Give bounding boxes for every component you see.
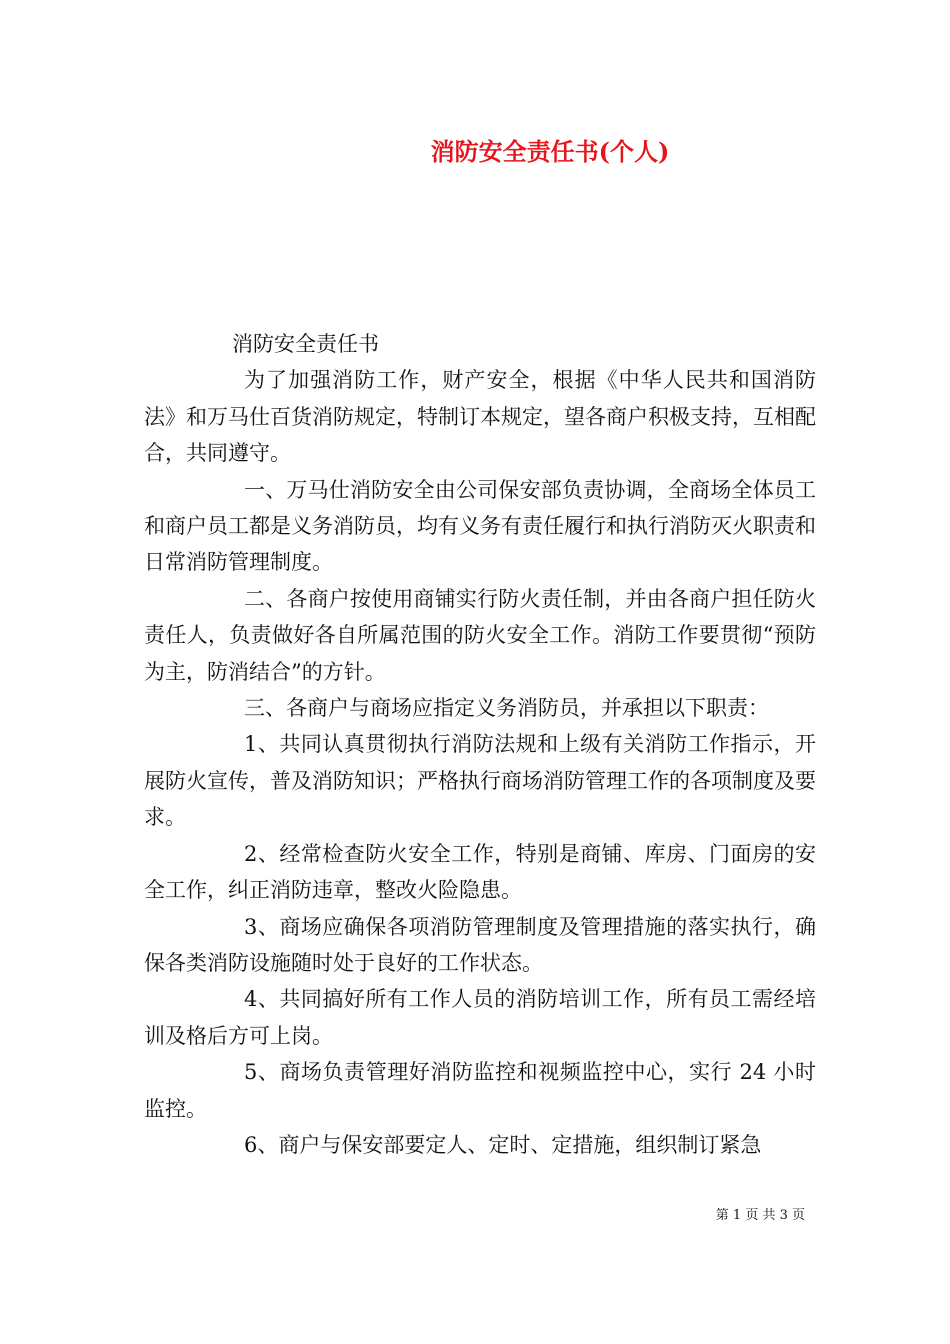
paragraph-duty-5: 5、商场负责管理好消防监控和视频监控中心，实行 24 小时监控。	[144, 1060, 816, 1121]
paragraph-duty-6: 6、商户与保安部要定人、定时、定措施，组织制订紧急	[244, 1132, 762, 1157]
paragraph-duty-4: 4、共同搞好所有工作人员的消防培训工作，所有员工需经培训及格后方可上岗。	[144, 987, 816, 1048]
paragraph-duty-3: 3、商场应确保各项消防管理制度及管理措施的落实执行，确保各类消防设施随时处于良好的工作状态。	[144, 914, 816, 975]
paragraph-section-2: 二、各商户按使用商铺实行防火责任制，并由各商户担任防火责任人，负责做好各自所属范围的防火安全工作。消防工作要贯彻“预防为主，防消结合”的方针。	[144, 586, 816, 684]
document-heading: 消防安全责任书	[232, 332, 379, 356]
paragraph-section-3: 三、各商户与商场应指定义务消防员，并承担以下职责：	[244, 696, 769, 721]
paragraph-section-1: 一、万马仕消防安全由公司保安部负责协调，全商场全体员工和商户员工都是义务消防员，均有义务有责任履行和执行消防灭火职责和日常消防管理制度。	[144, 477, 816, 575]
paragraph-intro: 为了加强消防工作，财产安全，根据《中华人民共和国消防法》和万马仕百货消防规定，特制订本规定，望各商户积极支持，互相配合，共同遵守。	[144, 368, 816, 466]
paragraph-duty-2: 2、经常检查防火安全工作，特别是商铺、库房、门面房的安全工作，纠正消防违章，整改火险隐患。	[144, 841, 816, 903]
page-number-footer: 第 1 页 共 3 页	[715, 1208, 805, 1223]
page-title: 消防安全责任书(个人)	[430, 137, 670, 166]
document-body	[144, 326, 816, 1163]
paragraph-duty-1: 1、共同认真贯彻执行消防法规和上级有关消防工作指示，开展防火宣传，普及消防知识；严格执行商场消防管理工作的各项制度及要求。	[144, 732, 816, 830]
